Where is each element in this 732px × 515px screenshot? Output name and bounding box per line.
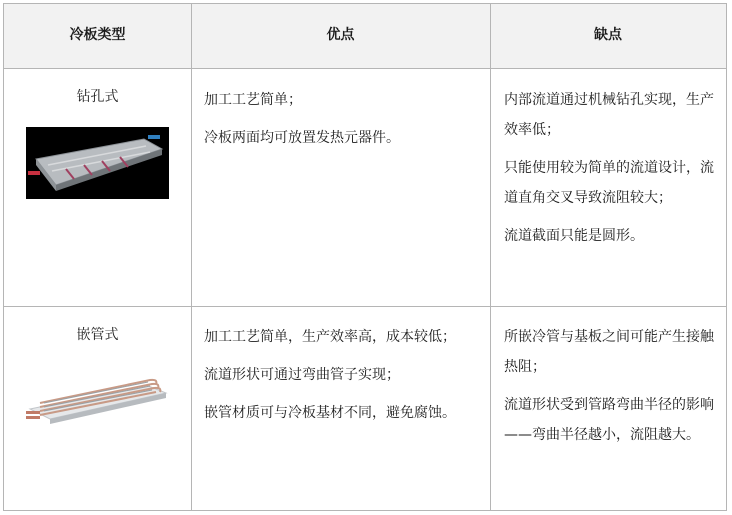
advantage-text: 加工工艺简单，生产效率高，成本较低；: [204, 329, 456, 345]
disadvantage-text: 只能使用较为简单的流道设计，流道直角交叉导致流阻较大；: [504, 160, 714, 206]
disadvantage-text: 流道截面只能是圆形。: [504, 228, 644, 244]
cold-plate-type-label: 钻孔式: [76, 89, 119, 105]
embedded-tube-cold-plate-photo-icon: [26, 371, 171, 427]
advantage-text: 冷板两面均可放置发热元器件。: [204, 130, 400, 146]
advantage-text: 嵌管材质可与冷板基材不同，避免腐蚀。: [204, 405, 456, 421]
advantage-text: 加工工艺简单；: [204, 92, 302, 108]
header-cell-disadvantages: 缺点: [490, 4, 726, 68]
table-row-drilled-disadvantages-cell: [504, 85, 716, 295]
header-cell-advantages: 优点: [191, 4, 490, 68]
disadvantage-text: 内部流道通过机械钻孔实现，生产效率低；: [504, 92, 714, 138]
table-row-embedded-type-cell: [4, 307, 191, 511]
table-row-drilled-type-cell: [4, 69, 191, 306]
column-divider: [490, 4, 491, 510]
column-divider: [191, 4, 192, 510]
header-cell-type: 冷板类型: [4, 4, 191, 68]
table-row-embedded-advantages-cell: [204, 322, 484, 502]
drilled-cold-plate-photo-icon: [26, 127, 169, 199]
disadvantage-text: 流道形状受到管路弯曲半径的影响——弯曲半径越小，流阻越大。: [504, 397, 714, 443]
advantage-text: 流道形状可通过弯曲管子实现；: [204, 367, 400, 383]
cold-plate-type-label: 嵌管式: [76, 327, 119, 343]
table-row-embedded-disadvantages-cell: [504, 322, 716, 502]
cold-plate-comparison-table: [3, 3, 727, 511]
table-row-drilled-advantages-cell: [204, 85, 484, 295]
disadvantage-text: 所嵌冷管与基板之间可能产生接触热阻；: [504, 329, 714, 375]
